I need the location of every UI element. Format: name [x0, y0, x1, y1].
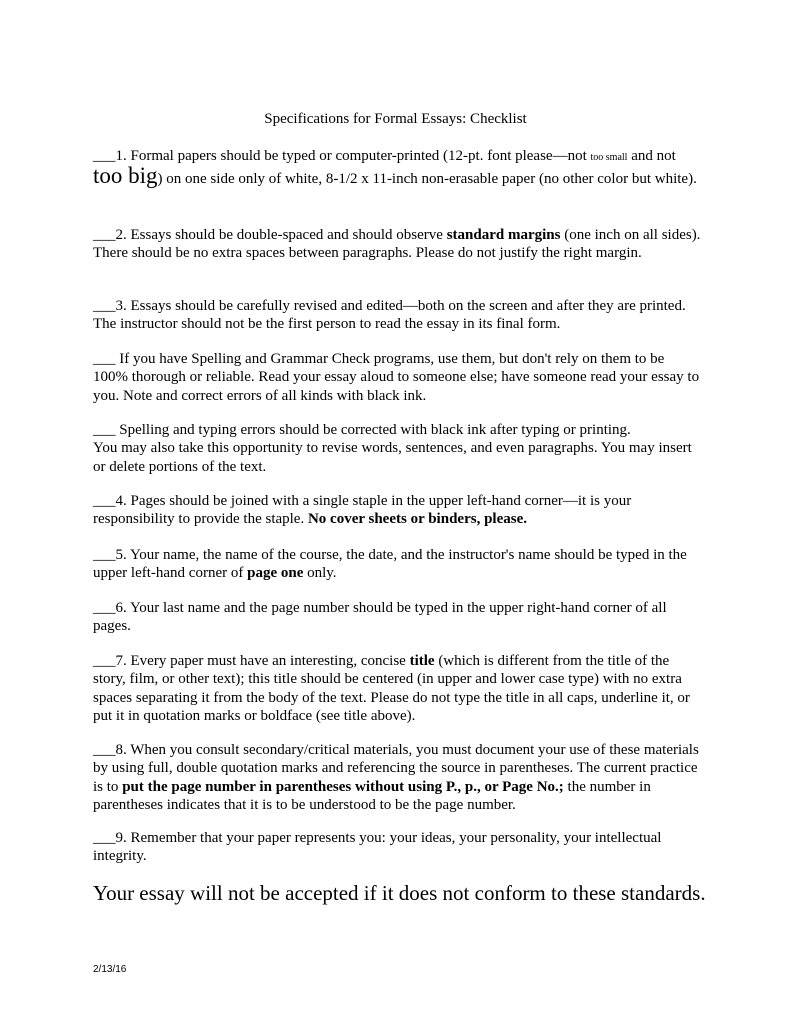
item-text: ___2. Essays should be double-spaced and should observe	[93, 227, 447, 243]
checklist-item-corrections	[93, 421, 703, 476]
footer-date: 2/13/16	[93, 964, 127, 975]
item-text: ) on one side only of white, 8-1/2 x 11-inch non-erasable paper (no other color but white).	[157, 171, 697, 188]
item-text: and not	[627, 148, 676, 164]
item-big-text: too big	[93, 163, 158, 189]
item-text: You may also take this opportunity to revise words, sentences, and even paragraphs. You may insert or delete portions of the text.	[93, 440, 692, 475]
item-bold-text: page one	[247, 565, 304, 582]
item-small-text: too small	[590, 152, 628, 163]
item-text: ___4. Pages should be joined with a single staple in the upper left-hand corner—it is your responsibility to provide the staple.	[93, 493, 632, 528]
item-bold-text: standard margins	[446, 227, 561, 243]
item-text: ___6. Your last name and the page number should be typed in the upper right-hand corner of all pages.	[93, 600, 667, 635]
item-text: ___3. Essays should be carefully revised and edited—both on the screen and after they are printed. The instructor should not be the first person to read the essay in its final form.	[93, 298, 686, 333]
checklist-item-6	[93, 599, 703, 636]
acceptance-warning: Your essay will not be accepted if it does not conform to these standards.	[93, 881, 706, 905]
page-title: Specifications for Formal Essays: Checklist	[264, 111, 527, 127]
checklist-item-8	[93, 741, 703, 814]
item-bold-text: put the page number in parentheses without using P., p., or Page No.;	[122, 778, 564, 795]
item-text: ___8. When you consult secondary/critical materials, you must document your use of these materials by using full, double quotation marks and referencing the source in parentheses. The current practice is to	[93, 742, 699, 795]
item-text: ___7. Every paper must have an interesting, concise	[93, 653, 410, 669]
checklist-item-spelling-grammar	[93, 350, 703, 405]
item-text: ___9. Remember that your paper represents you: your ideas, your personality, your intellectual integrity.	[93, 830, 662, 865]
item-text: (one inch on all sides). There should be no extra spaces between paragraphs. Please do not justify the right margin.	[93, 227, 701, 262]
item-text: ___1. Formal papers should be typed or computer-printed (12-pt. font please—not	[93, 148, 591, 164]
checklist-item-2	[93, 226, 703, 263]
item-text: ___5. Your name, the name of the course, the date, and the instructor's name should be typed in the upper left-hand corner of	[93, 547, 687, 582]
checklist-item-3	[93, 297, 703, 334]
item-bold-text: No cover sheets or binders, please.	[307, 511, 527, 528]
item-text: ___ Spelling and typing errors should be corrected with black ink after typing or printing.	[93, 422, 631, 438]
item-text: the number in parentheses indicates that it is to be understood to be the page number.	[93, 778, 651, 813]
item-text: only.	[303, 565, 337, 582]
checklist-item-1	[93, 147, 703, 189]
item-text: (which is different from the title of the story, film, or other text); this title should be centered (in upper and lower case type) with no extra spaces separating it from the body of the text. Please do not type the title in all caps, underline it, or put it in quotation marks or boldface (see title above).	[93, 653, 690, 724]
item-bold-text: title	[409, 653, 435, 669]
checklist-item-7	[93, 652, 703, 725]
checklist-item-5	[93, 546, 703, 583]
checklist-item-9	[93, 829, 703, 866]
item-text: ___ If you have Spelling and Grammar Check programs, use them, but don't rely on them to be 100% thorough or reliable. Read your essay aloud to someone else; have someone read your essay to you. Note and correct errors of all kinds with black ink.	[93, 351, 700, 404]
checklist-item-4	[93, 492, 703, 529]
